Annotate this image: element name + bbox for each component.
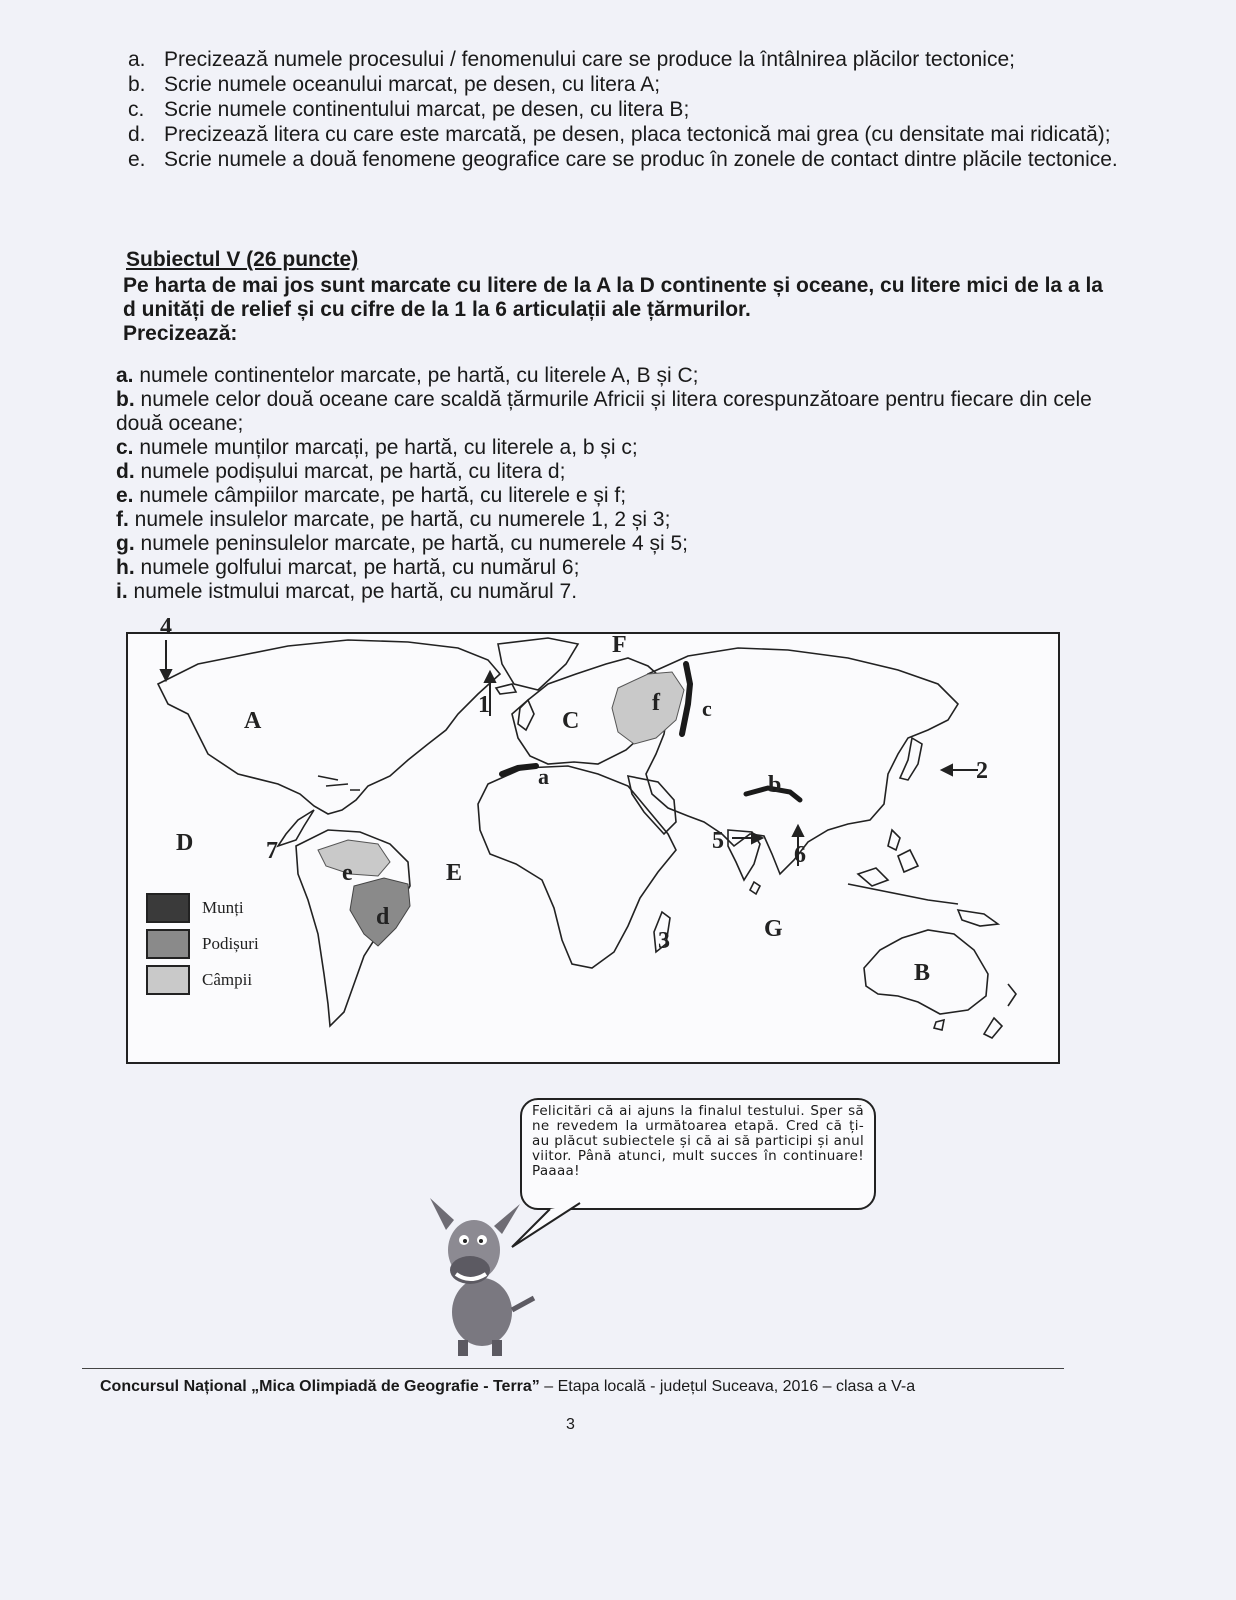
map-label-C: C <box>562 708 580 734</box>
amazon-plain-fill <box>318 840 390 876</box>
map-legend <box>146 890 259 998</box>
legend-swatch <box>146 893 190 923</box>
map-label-3: 3 <box>658 928 670 954</box>
map-label-d: d <box>376 904 390 930</box>
map-label-e: e <box>342 860 353 886</box>
footer: Concursul Național „Mica Olimpiadă de Geografie - Terra” – Etapa locală - județul Suceava, 2016 – clasa a V-a <box>100 1378 916 1395</box>
map-label-f: f <box>652 690 660 716</box>
map-label-5: 5 <box>712 828 724 854</box>
list-item: a. numele continentelor marcate, pe hartă, cu literele A, B și C; <box>116 364 699 387</box>
list-item: e. numele câmpiilor marcate, pe hartă, cu literele e și f; <box>116 484 627 507</box>
list-item: b. numele celor două oceane care scaldă țărmurile Africii și litera corespunzătoare pentru fiecare din cele două oceane; <box>116 388 1092 435</box>
legend-swatch <box>146 965 190 995</box>
list-item: d. Precizează litera cu care este marcată, pe desen, placa tectonică mai grea (cu densitate mai ridicată); <box>128 123 1111 146</box>
donkey-illustration-icon <box>430 1190 540 1360</box>
task-list <box>116 364 1114 604</box>
list-item: h. numele golfului marcat, pe hartă, cu numărul 6; <box>116 556 580 579</box>
speech-bubble: Felicitări că ai ajuns la finalul testului. Sper să ne revedem la următoarea etapă. Cred că ți-au plăcut subiectele și că ai să participi și anul viitor. Până atunci, mult succes în continuare! Paaaa! <box>520 1098 876 1210</box>
map-label-2: 2 <box>976 758 988 784</box>
map-label-F: F <box>612 632 627 658</box>
list-item: b. Scrie numele oceanului marcat, pe desen, cu litera A; <box>128 73 661 96</box>
list-item: c. numele munților marcați, pe hartă, cu literele a, b și c; <box>116 436 638 459</box>
map-label-1: 1 <box>478 692 490 718</box>
map-label-a: a <box>538 764 549 789</box>
map-label-D: D <box>176 830 194 856</box>
legend-item-plains: Câmpii <box>146 962 259 998</box>
top-question-list <box>128 48 1126 173</box>
new-zealand-outline <box>984 984 1016 1038</box>
world-map <box>126 614 1060 1064</box>
legend-swatch <box>146 929 190 959</box>
map-label-c: c <box>702 696 712 721</box>
map-label-B: B <box>914 960 931 986</box>
prompt-text: Precizează: <box>123 322 238 345</box>
map-label-7: 7 <box>266 838 278 864</box>
subject-title: Subiectul V (26 puncte) <box>126 248 359 271</box>
atlas-mountains-mark <box>502 766 536 774</box>
list-item: g. numele peninsulelor marcate, pe hartă, cu numerele 4 și 5; <box>116 532 688 555</box>
legend-item-plateaus: Podișuri <box>146 926 259 962</box>
list-item: c. Scrie numele continentului marcat, pe desen, cu litera B; <box>128 98 690 121</box>
map-label-6: 6 <box>794 842 806 868</box>
page-number: 3 <box>566 1416 575 1433</box>
intro-text: Pe harta de mai jos sunt marcate cu litere de la A la D continente și oceane, cu litere mici de la a la d unități de relief și cu cifre de la 1 la 6 articulații ale țărmurilor. <box>123 274 1103 321</box>
map-label-A: A <box>244 708 262 734</box>
map-label-4: 4 <box>160 614 172 640</box>
asia-outline <box>646 648 958 874</box>
greenland-outline <box>498 638 578 690</box>
map-label-G: G <box>764 916 783 942</box>
ural-mountains-mark <box>682 664 690 734</box>
legend-item-mountains: Munți <box>146 890 259 926</box>
arabia-outline <box>628 776 676 834</box>
indonesia-outline <box>848 850 958 904</box>
central-america-outline <box>278 810 314 846</box>
west-siberian-plain-fill <box>612 672 684 744</box>
map-label-E: E <box>446 860 463 886</box>
map-label-b: b <box>768 772 782 798</box>
list-item: a. Precizează numele procesului / fenomenului care se produce la întâlnirea plăcilor tectonice; <box>128 48 1015 71</box>
north-america-outline <box>158 640 500 814</box>
footer-divider <box>82 1368 1064 1369</box>
africa-outline <box>478 766 676 968</box>
list-item: d. numele podișului marcat, pe hartă, cu litera d; <box>116 460 566 483</box>
subject-intro <box>123 274 1121 346</box>
list-item: e. Scrie numele a două fenomene geografice care se produc în zonele de contact dintre plăcile tectonice. <box>128 148 1118 171</box>
list-item: i. numele istmului marcat, pe hartă, cu numărul 7. <box>116 580 578 603</box>
british-isles-outline <box>518 700 534 730</box>
list-item: f. numele insulelor marcate, pe hartă, cu numerele 1, 2 și 3; <box>116 508 671 531</box>
